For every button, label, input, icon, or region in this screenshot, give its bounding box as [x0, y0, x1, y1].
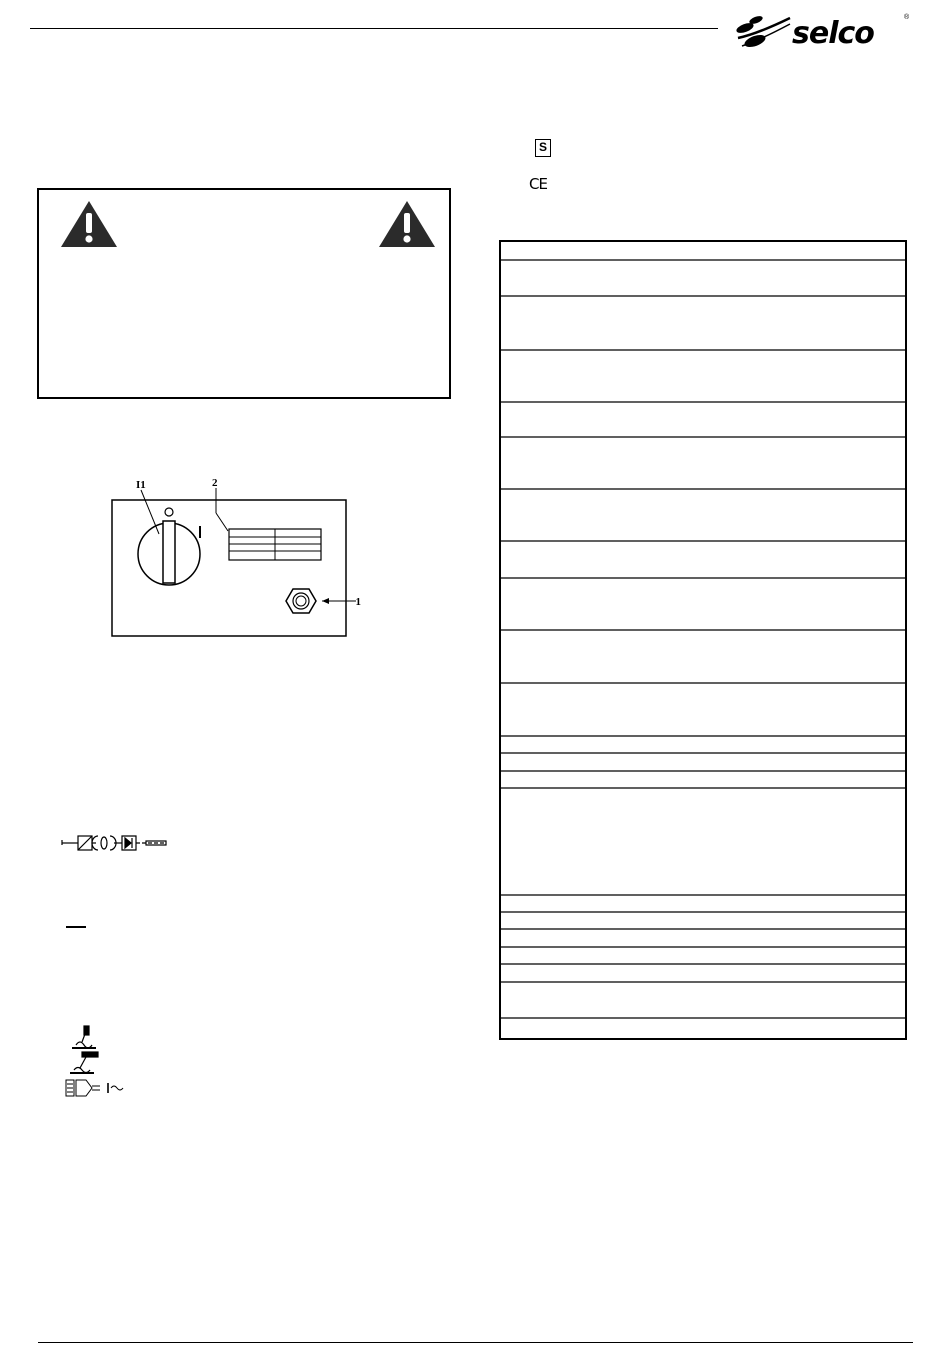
warning-triangle-icon	[59, 199, 119, 249]
logo-swoosh-icon	[732, 8, 792, 56]
off-mark-icon	[165, 508, 173, 516]
panel-outline	[112, 500, 346, 636]
warning-triangle-icon	[377, 199, 437, 249]
mma-welding-icon	[72, 1026, 96, 1048]
header-rule	[30, 28, 718, 29]
callout-connector: 1	[355, 596, 361, 608]
ce-mark-icon: CE	[529, 175, 547, 193]
callout-plate: 2	[212, 477, 218, 489]
inverter-block-diagram-icon	[62, 836, 166, 850]
table-border	[500, 241, 906, 1039]
s-mark-icon: S	[535, 139, 551, 157]
technical-data-table	[499, 240, 907, 1040]
registered-icon: ®	[904, 14, 910, 21]
technical-symbols	[58, 830, 188, 1100]
selco-logo	[732, 8, 912, 56]
rear-panel-diagram	[110, 476, 360, 642]
warning-box	[37, 188, 451, 399]
callout-switch: I1	[136, 479, 146, 491]
single-phase-plug-icon	[66, 1080, 123, 1096]
tig-welding-icon	[70, 1052, 98, 1073]
switch-knob	[163, 521, 175, 583]
logo-text: selco	[792, 16, 874, 51]
footer-rule	[38, 1342, 913, 1343]
